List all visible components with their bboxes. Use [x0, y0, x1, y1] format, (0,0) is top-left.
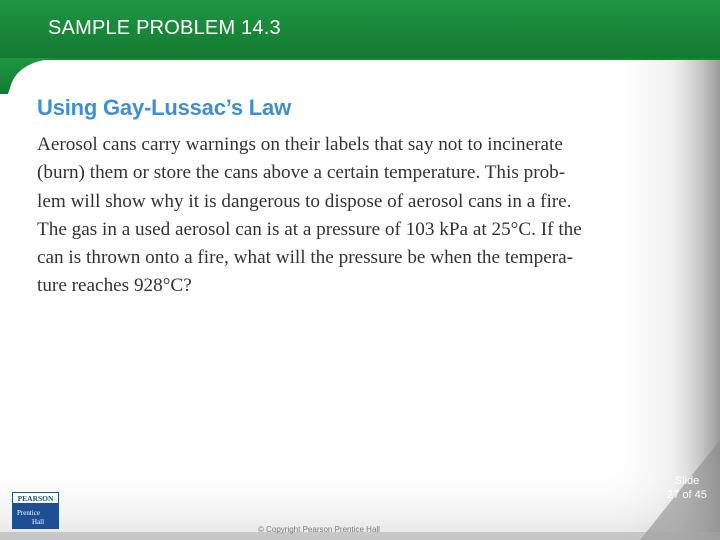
problem-statement: [37, 131, 697, 301]
problem-line: The gas in a used aerosol can is at a pressure of 103 kPa at 25°C. If the: [37, 218, 582, 240]
problem-line: lem will show why it is dangerous to dispose of aerosol cans in a fire.: [37, 190, 572, 212]
pearson-prentice-hall-logo: [12, 492, 59, 529]
svg-text:Prentice: Prentice: [17, 509, 40, 517]
slide-number: [662, 474, 712, 502]
copyright-notice: © Copyright Pearson Prentice Hall: [258, 525, 380, 534]
section-heading: Using Gay-Lussac’s Law: [37, 95, 291, 120]
slide-header-title: SAMPLE PROBLEM 14.3: [48, 17, 281, 39]
slide-label: Slide: [674, 475, 700, 487]
problem-line: ture reaches 928°C?: [37, 275, 192, 297]
svg-text:Hall: Hall: [32, 518, 45, 526]
problem-line: can is thrown onto a fire, what will the pressure be when the tempera-: [37, 247, 574, 269]
problem-line: Aerosol cans carry warnings on their labels that say not to incinerate: [37, 134, 563, 155]
svg-text:PEARSON: PEARSON: [17, 494, 54, 503]
problem-line: (burn) them or store the cans above a certain temperature. This prob-: [37, 162, 566, 184]
slide-count: 27 of 45: [667, 489, 707, 501]
